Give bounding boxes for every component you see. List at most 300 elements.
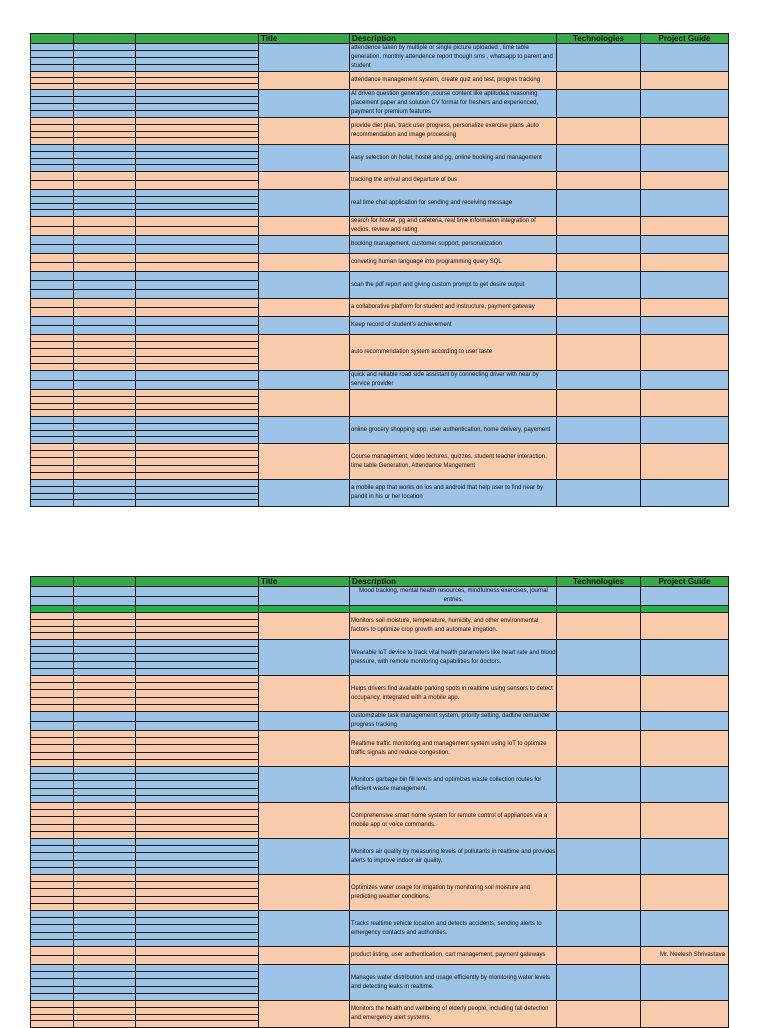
technologies-cell: [557, 839, 641, 875]
title-cell: [259, 875, 350, 911]
project-guide-cell: [641, 236, 729, 254]
header-col3: [136, 577, 259, 587]
sub-cell-group: [74, 1001, 136, 1028]
description-cell: [350, 90, 557, 118]
technologies-cell: [557, 272, 641, 299]
table-row: [31, 767, 729, 803]
description-text: online grocery shopping app, user authentication, home delivery, payement: [351, 426, 551, 433]
sub-cell-group: [136, 587, 259, 606]
sub-cell-group: [31, 236, 74, 254]
description-cell: [350, 390, 557, 417]
sub-cell-group: [74, 444, 136, 480]
description-text: attendence taken by multiple or single picture uploaded , time table generation, monthly attendence report though sms , whatsapp to parent and student: [351, 45, 553, 69]
sub-cell-group: [31, 390, 74, 417]
header-row: [31, 34, 729, 44]
header-row: [31, 577, 729, 587]
description-cell: [350, 947, 557, 965]
title-cell: [259, 1001, 350, 1028]
title-cell: [259, 965, 350, 1001]
table-row: [31, 875, 729, 911]
description-cell: [350, 145, 557, 172]
table-row: [31, 335, 729, 371]
sub-cell-group: [74, 676, 136, 712]
table-row: [31, 640, 729, 676]
project-guide-cell: [641, 371, 729, 390]
table-row: [31, 317, 729, 335]
title-cell: [259, 371, 350, 390]
project-guide-cell: [641, 731, 729, 767]
title-cell: [259, 72, 350, 90]
technologies-cell: [557, 299, 641, 317]
technologies-cell: [557, 767, 641, 803]
sub-cell-group: [136, 613, 259, 640]
project-guide-cell: [641, 417, 729, 444]
title-cell: [259, 839, 350, 875]
sub-cell-group: [136, 90, 259, 118]
project-guide-cell: [641, 118, 729, 145]
description-text: customizable task managemenrt system, priority setting, dadline remainder progress tracking: [351, 713, 551, 728]
title-cell: [259, 587, 350, 606]
technologies-cell: [557, 72, 641, 90]
sub-cell-group: [74, 236, 136, 254]
title-cell: [259, 712, 350, 731]
table-row: [31, 272, 729, 299]
title-cell: [259, 417, 350, 444]
header-title: Title: [259, 34, 350, 44]
table-row: [31, 417, 729, 444]
description-cell: [350, 444, 557, 480]
header-technologies: Technologies: [557, 34, 641, 44]
project-guide-cell: [641, 640, 729, 676]
project-guide-cell: [641, 90, 729, 118]
table-row: [31, 947, 729, 965]
band-cell: [557, 606, 641, 613]
sub-cell-group: [136, 190, 259, 217]
table-row: [31, 731, 729, 767]
sub-cell-group: [136, 72, 259, 90]
project-guide-cell: [641, 947, 729, 965]
project-guide-cell: [641, 317, 729, 335]
title-cell: [259, 299, 350, 317]
technologies-cell: [557, 217, 641, 236]
sub-cell-group: [74, 272, 136, 299]
technologies-cell: [557, 145, 641, 172]
table-row: [31, 965, 729, 1001]
sub-cell-group: [136, 803, 259, 839]
header-col2: [74, 577, 136, 587]
sub-cell-group: [31, 875, 74, 911]
header-project-guide: Project Guide: [641, 34, 729, 44]
technologies-cell: [557, 371, 641, 390]
sub-cell-group: [136, 417, 259, 444]
project-table-1: [30, 33, 729, 507]
technologies-cell: [557, 390, 641, 417]
sub-cell-group: [31, 480, 74, 507]
sub-cell-group: [136, 712, 259, 731]
table-row: [31, 44, 729, 72]
sub-cell-group: [74, 965, 136, 1001]
sub-cell-group: [31, 417, 74, 444]
technologies-cell: [557, 613, 641, 640]
table-row: [31, 712, 729, 731]
sub-cell-group: [31, 72, 74, 90]
header-title: Title: [259, 577, 350, 587]
description-cell: [350, 676, 557, 712]
title-cell: [259, 335, 350, 371]
description-text: Helps drivers find available parking spots in realtime using sensors to detect occupancy, integrated with a mobile app.: [351, 685, 553, 701]
sub-cell-group: [74, 217, 136, 236]
sub-cell-group: [31, 44, 74, 72]
sub-cell-group: [136, 767, 259, 803]
sub-cell-group: [136, 480, 259, 507]
project-guide-cell: [641, 72, 729, 90]
technologies-cell: [557, 236, 641, 254]
sub-cell-group: [31, 272, 74, 299]
description-text: tracking the arrival and departure of bus: [351, 177, 458, 183]
technologies-cell: [557, 44, 641, 72]
technologies-cell: [557, 335, 641, 371]
table-row: [31, 803, 729, 839]
description-cell: [350, 480, 557, 507]
description-text: Optimizes water usage for irrigation by monitoring soil moisture and predicting weather conditions.: [351, 884, 531, 900]
description-cell: [350, 72, 557, 90]
sub-cell-group: [31, 911, 74, 947]
sub-cell-group: [136, 911, 259, 947]
band-cell: [259, 606, 350, 613]
sub-cell-group: [136, 335, 259, 371]
sub-cell-group: [31, 803, 74, 839]
band-cell: [31, 606, 74, 613]
sub-cell-group: [31, 190, 74, 217]
technologies-cell: [557, 712, 641, 731]
description-cell: [350, 272, 557, 299]
sub-cell-group: [31, 965, 74, 1001]
technologies-cell: [557, 480, 641, 507]
title-cell: [259, 172, 350, 190]
description-cell: [350, 299, 557, 317]
sub-cell-group: [74, 44, 136, 72]
description-cell: [350, 803, 557, 839]
description-text: Mood tracking, mental health resources, mindfulness exercises, journal entries.: [359, 588, 548, 603]
sub-cell-group: [74, 172, 136, 190]
table-row: [31, 444, 729, 480]
description-text: a mobile app that works on ios and android that help user to find near by pandit in his or her location: [351, 485, 544, 500]
description-cell: [350, 587, 557, 606]
technologies-cell: [557, 190, 641, 217]
technologies-cell: [557, 444, 641, 480]
description-text: conveting human language into programming query SQL: [351, 259, 502, 265]
table-row: [31, 118, 729, 145]
description-cell: [350, 118, 557, 145]
title-cell: [259, 390, 350, 417]
description-cell: [350, 371, 557, 390]
sub-cell-group: [74, 390, 136, 417]
title-cell: [259, 236, 350, 254]
project-guide-cell: [641, 965, 729, 1001]
project-guide-cell: [641, 145, 729, 172]
technologies-cell: [557, 172, 641, 190]
description-text: Monitors garbage bin fill levels and optimizes waste collection routes for efficient waste management.: [351, 776, 542, 792]
project-guide-cell: [641, 911, 729, 947]
description-cell: [350, 839, 557, 875]
sub-cell-group: [31, 299, 74, 317]
sub-cell-group: [31, 254, 74, 272]
table-row: [31, 676, 729, 712]
project-guide-cell: [641, 613, 729, 640]
description-text: scan the pdf report and giving custom prompt to get desire output: [351, 281, 525, 288]
sub-cell-group: [74, 190, 136, 217]
table-row: [31, 236, 729, 254]
separator-band: [31, 606, 729, 613]
title-cell: [259, 44, 350, 72]
technologies-cell: [557, 911, 641, 947]
sub-cell-group: [136, 839, 259, 875]
sub-cell-group: [74, 417, 136, 444]
header-col1: [31, 577, 74, 587]
sub-cell-group: [31, 767, 74, 803]
technologies-cell: [557, 90, 641, 118]
technologies-cell: [557, 417, 641, 444]
description-cell: [350, 613, 557, 640]
technologies-cell: [557, 118, 641, 145]
technologies-cell: [557, 875, 641, 911]
sub-cell-group: [136, 947, 259, 965]
description-text: Monitors the health and wellbeing of elderly people, including fall detection and emergency alert systems.: [351, 1006, 549, 1021]
sub-cell-group: [136, 236, 259, 254]
sub-cell-group: [136, 299, 259, 317]
table-row: [31, 480, 729, 507]
sub-cell-group: [74, 712, 136, 731]
table-row: [31, 145, 729, 172]
description-text: easy selection oh hotel, hostel and pg, online booking and management: [351, 154, 542, 161]
title-cell: [259, 803, 350, 839]
title-cell: [259, 272, 350, 299]
table-row: [31, 217, 729, 236]
description-cell: [350, 875, 557, 911]
sub-cell-group: [74, 254, 136, 272]
sub-cell-group: [74, 613, 136, 640]
title-cell: [259, 317, 350, 335]
table-row: [31, 390, 729, 417]
sub-cell-group: [136, 118, 259, 145]
sub-cell-group: [136, 444, 259, 480]
project-guide-cell: [641, 299, 729, 317]
band-cell: [350, 606, 557, 613]
project-guide-cell: [641, 767, 729, 803]
technologies-cell: [557, 947, 641, 965]
sub-cell-group: [74, 640, 136, 676]
description-cell: [350, 254, 557, 272]
sub-cell-group: [136, 145, 259, 172]
description-cell: [350, 731, 557, 767]
project-guide-cell: [641, 254, 729, 272]
header-project-guide: Project Guide: [641, 577, 729, 587]
sub-cell-group: [136, 317, 259, 335]
sub-cell-group: [31, 217, 74, 236]
description-text: provide diet plan, track user progress, personalize exercise plans ,auto recommendation and image processing: [351, 123, 539, 138]
description-text: attendance management system, create quiz and test, progres tracking: [351, 77, 541, 83]
technologies-cell: [557, 587, 641, 606]
sub-cell-group: [31, 839, 74, 875]
sub-cell-group: [136, 676, 259, 712]
sub-cell-group: [31, 444, 74, 480]
description-text: Monitors air quality by measuring levels of pollutants in realtime and provides alerts to improve indoor air quality.: [351, 848, 556, 864]
project-guide-cell: [641, 444, 729, 480]
sub-cell-group: [74, 587, 136, 606]
description-cell: [350, 44, 557, 72]
description-cell: [350, 317, 557, 335]
sub-cell-group: [74, 72, 136, 90]
description-text: Tracks realtime vehicle location and detects accidents, sending alerts to emergency contacts and authorities.: [351, 920, 542, 936]
sub-cell-group: [136, 217, 259, 236]
title-cell: [259, 731, 350, 767]
project-guide-cell: [641, 190, 729, 217]
project-guide-cell: [641, 272, 729, 299]
sub-cell-group: [31, 90, 74, 118]
project-guide-text: Mr. Neelesh Shrivastava: [659, 952, 725, 958]
sub-cell-group: [74, 118, 136, 145]
header-col3: [136, 34, 259, 44]
technologies-cell: [557, 676, 641, 712]
sub-cell-group: [136, 875, 259, 911]
technologies-cell: [557, 731, 641, 767]
table-row: [31, 90, 729, 118]
description-text: Comprehensive smart home system for remote control of appliances via a mobile app or voice commands.: [351, 812, 548, 828]
project-guide-cell: [641, 44, 729, 72]
sub-cell-group: [31, 731, 74, 767]
sub-cell-group: [74, 371, 136, 390]
table-row: [31, 587, 729, 606]
title-cell: [259, 911, 350, 947]
description-text: product listing, user authentication, cart management, payment gateways: [351, 952, 546, 958]
sub-cell-group: [31, 317, 74, 335]
title-cell: [259, 90, 350, 118]
description-text: Manages water distribution and usage efficiently by monitoring water levels and detecting leaks in realtime.: [351, 974, 550, 990]
project-guide-cell: [641, 676, 729, 712]
description-text: a collaborative platform for student and instructure, payment gateway: [351, 304, 535, 310]
sub-cell-group: [31, 947, 74, 965]
sub-cell-group: [74, 145, 136, 172]
description-text: quick and reliable road side assistant by connecting driver with near by service provider: [351, 372, 539, 387]
project-guide-cell: [641, 712, 729, 731]
description-cell: [350, 236, 557, 254]
sub-cell-group: [74, 335, 136, 371]
description-text: auto recommendation system according to user taste: [351, 349, 493, 355]
title-cell: [259, 254, 350, 272]
sub-cell-group: [136, 390, 259, 417]
title-cell: [259, 217, 350, 236]
sub-cell-group: [31, 145, 74, 172]
sub-cell-group: [74, 911, 136, 947]
description-cell: [350, 640, 557, 676]
sub-cell-group: [136, 640, 259, 676]
project-guide-cell: [641, 480, 729, 507]
sub-cell-group: [136, 371, 259, 390]
sub-cell-group: [31, 118, 74, 145]
project-guide-cell: [641, 839, 729, 875]
title-cell: [259, 480, 350, 507]
table-row: [31, 1001, 729, 1028]
title-cell: [259, 676, 350, 712]
technologies-cell: [557, 803, 641, 839]
description-text: Realtime traffic monitoring and management system using IoT to optimize traffic signals and reduce congestion.: [351, 740, 547, 756]
sub-cell-group: [136, 172, 259, 190]
header-col1: [31, 34, 74, 44]
description-cell: [350, 190, 557, 217]
sub-cell-group: [31, 371, 74, 390]
title-cell: [259, 190, 350, 217]
title-cell: [259, 767, 350, 803]
description-cell: [350, 911, 557, 947]
technologies-cell: [557, 254, 641, 272]
sub-cell-group: [136, 1001, 259, 1028]
sub-cell-group: [136, 272, 259, 299]
sub-cell-group: [31, 712, 74, 731]
sub-cell-group: [74, 317, 136, 335]
table-row: [31, 172, 729, 190]
description-text: real time chat application for sending and receiving message: [351, 199, 513, 206]
table-row: [31, 371, 729, 390]
description-text: Wearable IoT device to track vital health parameters like heart rate and blood pressure, with remote monitoring capabilities for doctors.: [351, 649, 556, 665]
sub-cell-group: [136, 44, 259, 72]
table-row: [31, 190, 729, 217]
sub-cell-group: [74, 90, 136, 118]
description-cell: [350, 172, 557, 190]
header-technologies: Technologies: [557, 577, 641, 587]
sub-cell-group: [136, 254, 259, 272]
project-guide-cell: [641, 217, 729, 236]
description-cell: [350, 335, 557, 371]
description-cell: [350, 712, 557, 731]
sub-cell-group: [74, 767, 136, 803]
band-cell: [641, 606, 729, 613]
project-table-2: [30, 576, 729, 1028]
table-row: [31, 299, 729, 317]
sub-cell-group: [74, 299, 136, 317]
title-cell: [259, 145, 350, 172]
technologies-cell: [557, 317, 641, 335]
table-row: [31, 839, 729, 875]
band-cell: [74, 606, 136, 613]
description-cell: [350, 417, 557, 444]
description-cell: [350, 217, 557, 236]
sub-cell-group: [74, 731, 136, 767]
description-cell: [350, 767, 557, 803]
header-description: Description: [350, 34, 557, 44]
project-guide-cell: [641, 390, 729, 417]
description-text: Keep record of student's achievement: [351, 322, 452, 328]
title-cell: [259, 947, 350, 965]
description-text: booking management, customer support, personalization: [351, 241, 503, 247]
project-guide-cell: [641, 335, 729, 371]
header-description: Description: [350, 577, 557, 587]
sub-cell-group: [31, 587, 74, 606]
title-cell: [259, 118, 350, 145]
sub-cell-group: [136, 731, 259, 767]
sub-cell-group: [74, 947, 136, 965]
header-col2: [74, 34, 136, 44]
description-cell: [350, 965, 557, 1001]
title-cell: [259, 444, 350, 480]
table-row: [31, 613, 729, 640]
table-row: [31, 911, 729, 947]
sub-cell-group: [136, 965, 259, 1001]
sub-cell-group: [74, 803, 136, 839]
sub-cell-group: [31, 335, 74, 371]
technologies-cell: [557, 965, 641, 1001]
table-row: [31, 254, 729, 272]
band-cell: [136, 606, 259, 613]
